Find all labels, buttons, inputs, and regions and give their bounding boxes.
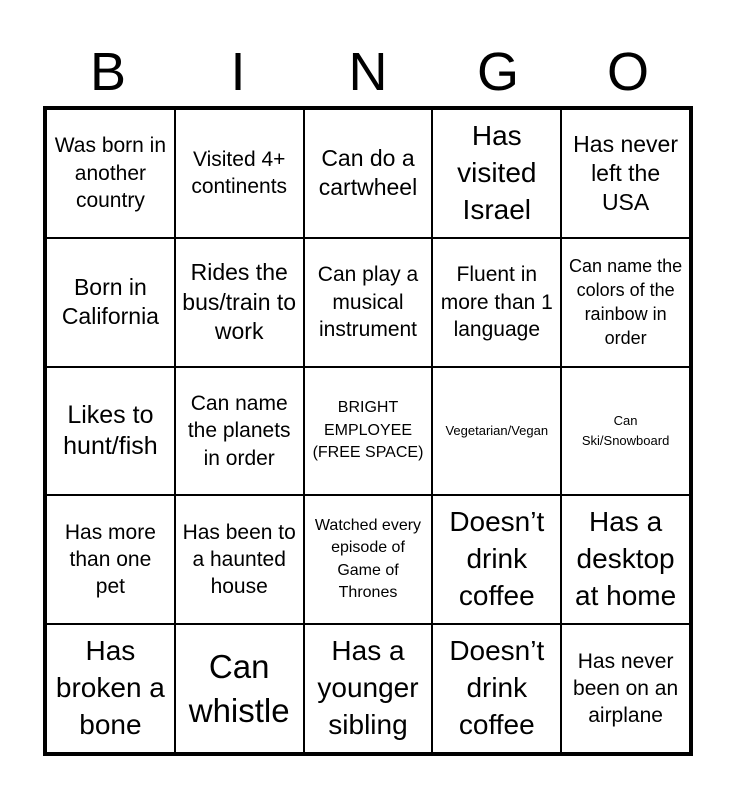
bingo-cell bbox=[175, 495, 304, 624]
cell-text: Has been to a haunted house bbox=[182, 520, 296, 599]
bingo-cell bbox=[432, 367, 561, 496]
cell-text: Can Ski/Snowboard bbox=[581, 413, 670, 448]
header-letter-n: N bbox=[348, 42, 388, 102]
free-space-cell bbox=[304, 367, 433, 496]
free-space-text: BRIGHT EMPLOYEE (FREE SPACE) bbox=[312, 399, 424, 462]
cell-text: Has a desktop at home bbox=[575, 506, 677, 612]
bingo-cell bbox=[304, 495, 433, 624]
bingo-cell bbox=[432, 238, 561, 367]
cell-text: Fluent in more than 1 language bbox=[440, 263, 553, 341]
bingo-cell bbox=[46, 367, 175, 496]
bingo-cell bbox=[432, 109, 561, 238]
bingo-grid bbox=[43, 106, 693, 756]
bingo-header bbox=[43, 38, 693, 106]
cell-text: Can name the planets in order bbox=[187, 392, 291, 470]
bingo-cell bbox=[46, 495, 175, 624]
bingo-cell bbox=[561, 367, 690, 496]
bingo-cell bbox=[175, 238, 304, 367]
header-letter-o: O bbox=[606, 42, 649, 102]
cell-text: Has visited Israel bbox=[457, 119, 537, 225]
cell-text: Visited 4+ continents bbox=[191, 148, 288, 199]
bingo-cell bbox=[432, 624, 561, 753]
cell-text: Born in California bbox=[61, 273, 159, 330]
cell-text: Has never left the USA bbox=[573, 130, 678, 215]
cell-text: Likes to hunt/fish bbox=[63, 401, 158, 460]
cell-text: Was born in another country bbox=[54, 134, 167, 213]
cell-text: Doesn’t drink coffee bbox=[449, 506, 545, 612]
cell-text: Has a younger sibling bbox=[317, 635, 419, 741]
bingo-cell bbox=[46, 109, 175, 238]
cell-text: Has never been on an airplane bbox=[573, 649, 679, 728]
cell-text: Can whistle bbox=[188, 648, 290, 729]
header-letter-b: B bbox=[89, 42, 127, 102]
cell-text: Has broken a bone bbox=[55, 635, 165, 741]
bingo-cell bbox=[175, 624, 304, 753]
bingo-cell bbox=[561, 495, 690, 624]
cell-text: Can do a cartwheel bbox=[318, 145, 418, 201]
bingo-cell bbox=[46, 238, 175, 367]
bingo-cell bbox=[304, 238, 433, 367]
header-letter-i: I bbox=[230, 42, 246, 102]
cell-text: Has more than one pet bbox=[64, 520, 156, 599]
bingo-cell bbox=[304, 624, 433, 753]
bingo-cell bbox=[304, 109, 433, 238]
bingo-cell bbox=[561, 109, 690, 238]
bingo-cell bbox=[561, 624, 690, 753]
cell-text: Doesn’t drink coffee bbox=[449, 635, 545, 741]
cell-text: Rides the bus/train to work bbox=[182, 259, 297, 344]
header-letter-g: G bbox=[476, 42, 519, 102]
bingo-cell bbox=[432, 495, 561, 624]
bingo-cell bbox=[561, 238, 690, 367]
cell-text: Can name the colors of the rainbow in order bbox=[569, 255, 683, 349]
bingo-cell bbox=[175, 367, 304, 496]
bingo-cell bbox=[46, 624, 175, 753]
bingo-cell bbox=[175, 109, 304, 238]
cell-text: Vegetarian/Vegan bbox=[445, 423, 549, 439]
cell-text: Can play a musical instrument bbox=[317, 263, 419, 341]
cell-text: Watched every episode of Game of Thrones bbox=[314, 517, 422, 602]
